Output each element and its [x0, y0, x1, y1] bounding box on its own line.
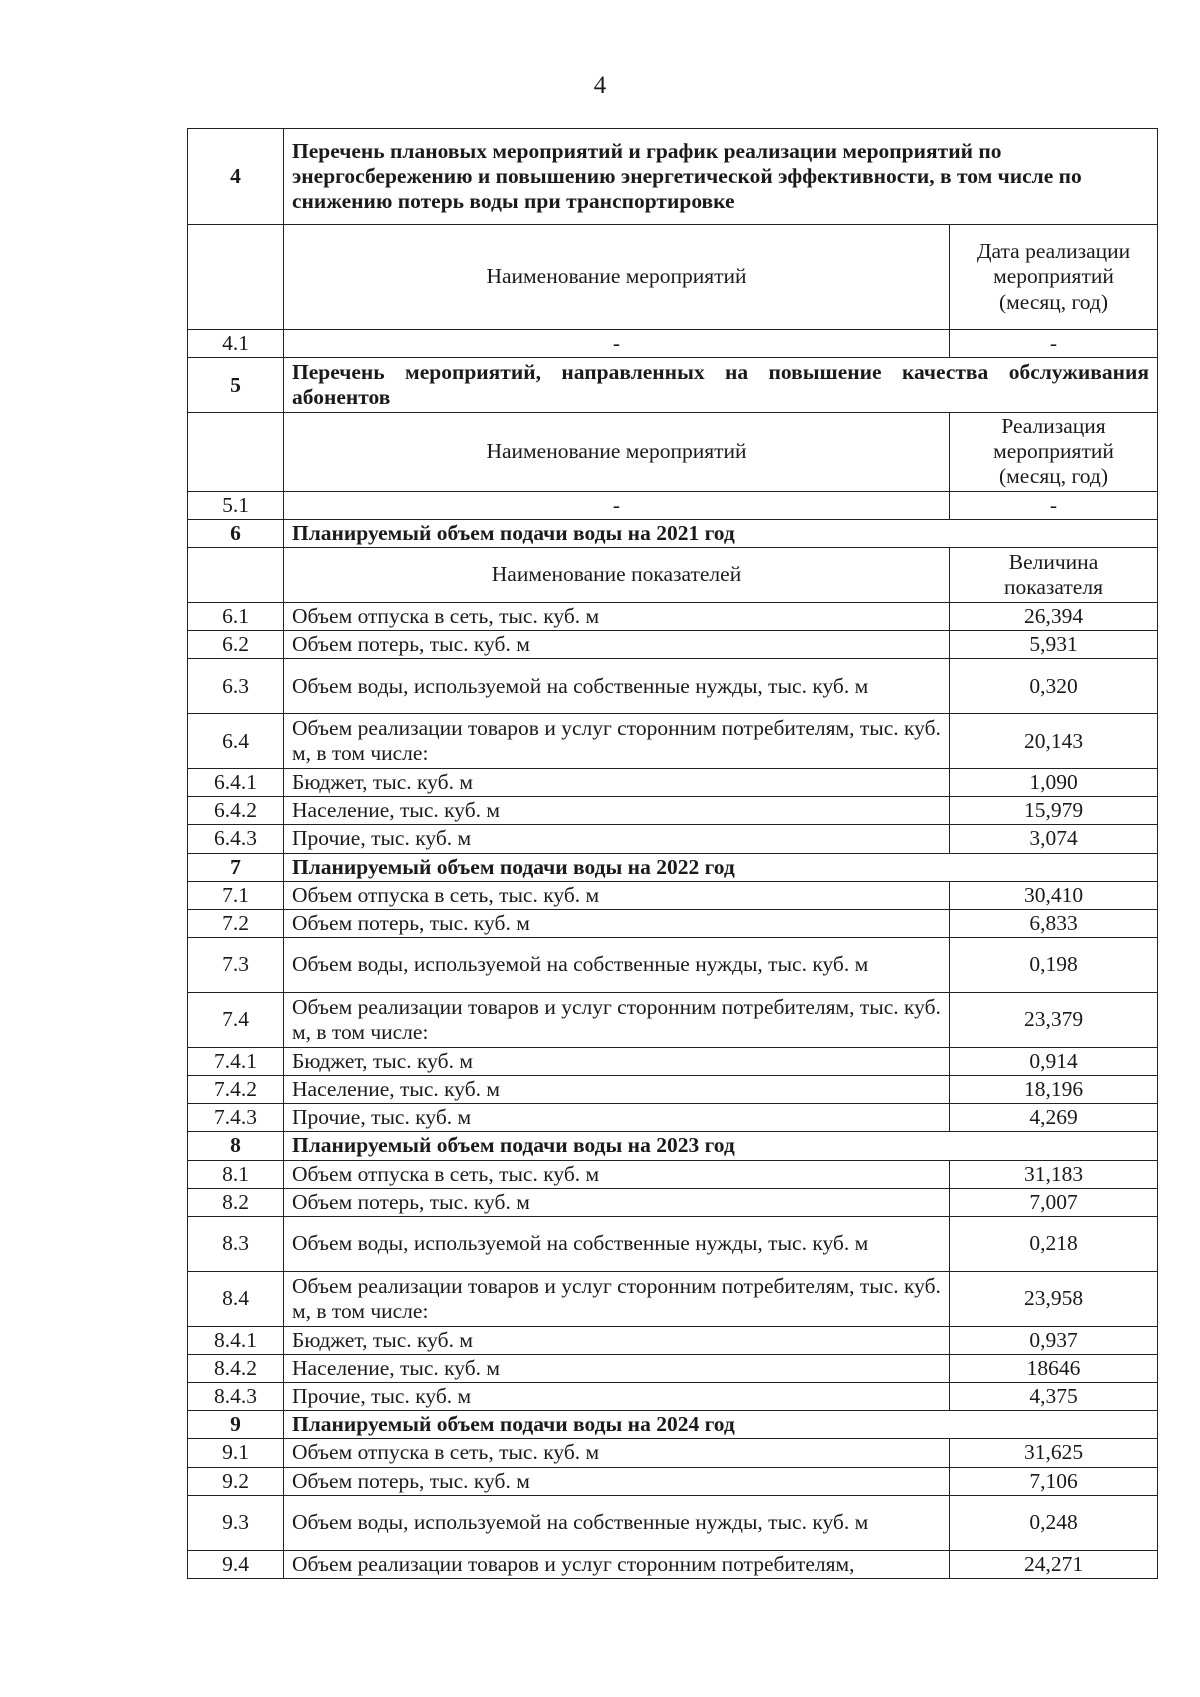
row-number: 8.3	[188, 1216, 284, 1271]
section-title: Планируемый объем подачи воды на 2021 год	[284, 519, 1158, 547]
row-name: Объем воды, используемой на собственные нужды, тыс. куб. м	[284, 659, 950, 714]
table-row	[188, 1271, 1158, 1326]
section-number: 4	[188, 129, 284, 225]
section-6-header-row	[188, 519, 1158, 547]
table-row	[188, 602, 1158, 630]
row-value: 23,379	[950, 992, 1158, 1047]
table-row	[188, 1495, 1158, 1550]
row-value: 7,106	[950, 1467, 1158, 1495]
row-name: Объем потерь, тыс. куб. м	[284, 909, 950, 937]
row-name: Объем потерь, тыс. куб. м	[284, 1188, 950, 1216]
table-row	[188, 659, 1158, 714]
row-number: 5.1	[188, 491, 284, 519]
row-number: 7.4.2	[188, 1076, 284, 1104]
table-row	[188, 330, 1158, 358]
row-name: Объем отпуска в сеть, тыс. куб. м	[284, 602, 950, 630]
section-number: 9	[188, 1411, 284, 1439]
row-number: 6.4.2	[188, 797, 284, 825]
row-number: 8.4.2	[188, 1354, 284, 1382]
row-name: Объем отпуска в сеть, тыс. куб. м	[284, 881, 950, 909]
section-5-header-row	[188, 358, 1158, 413]
row-name: Прочие, тыс. куб. м	[284, 1104, 950, 1132]
row-name: Объем воды, используемой на собственные нужды, тыс. куб. м	[284, 937, 950, 992]
row-number: 4.1	[188, 330, 284, 358]
table-row	[188, 1439, 1158, 1467]
table-row	[188, 1188, 1158, 1216]
table-row	[188, 1076, 1158, 1104]
table-row	[188, 797, 1158, 825]
row-name: Объем воды, используемой на собственные нужды, тыс. куб. м	[284, 1495, 950, 1550]
row-name: Объем потерь, тыс. куб. м	[284, 1467, 950, 1495]
row-number: 8.4	[188, 1271, 284, 1326]
row-number: 6.2	[188, 630, 284, 658]
section-title: Перечень мероприятий, направленных на повышение качества обслуживания абонентов	[284, 358, 1158, 413]
column-header-value: Величина показателя	[950, 547, 1158, 602]
row-value: 6,833	[950, 909, 1158, 937]
row-number: 6.3	[188, 659, 284, 714]
row-value: 0,937	[950, 1326, 1158, 1354]
row-value: 4,375	[950, 1383, 1158, 1411]
row-value: 0,218	[950, 1216, 1158, 1271]
row-value: 0,198	[950, 937, 1158, 992]
section-number: 7	[188, 853, 284, 881]
row-value: -	[950, 491, 1158, 519]
table-row	[188, 825, 1158, 853]
table-row	[188, 1160, 1158, 1188]
water-supply-plan-table	[187, 128, 1158, 1579]
column-header-value: Реализация мероприятий (месяц, год)	[950, 413, 1158, 491]
row-number: 9.1	[188, 1439, 284, 1467]
row-number: 6.4.3	[188, 825, 284, 853]
column-header-name: Наименование мероприятий	[284, 225, 950, 330]
row-value: 3,074	[950, 825, 1158, 853]
section-number: 6	[188, 519, 284, 547]
row-value: 30,410	[950, 881, 1158, 909]
row-name: Объем отпуска в сеть, тыс. куб. м	[284, 1160, 950, 1188]
row-number: 7.2	[188, 909, 284, 937]
row-name: -	[284, 491, 950, 519]
row-name: Прочие, тыс. куб. м	[284, 825, 950, 853]
row-name: Объем отпуска в сеть, тыс. куб. м	[284, 1439, 950, 1467]
row-number: 8.4.3	[188, 1383, 284, 1411]
row-number: 7.3	[188, 937, 284, 992]
row-name: Объем потерь, тыс. куб. м	[284, 630, 950, 658]
row-value: 26,394	[950, 602, 1158, 630]
row-value: 23,958	[950, 1271, 1158, 1326]
section-title: Перечень плановых мероприятий и график реализации мероприятий по энергосбережению и повышению энергетической эффективности, в том числе по снижению потерь воды при транспортировке	[284, 129, 1158, 225]
table-row	[188, 1047, 1158, 1075]
row-value: 0,320	[950, 659, 1158, 714]
row-number: 9.4	[188, 1550, 284, 1578]
empty-cell	[188, 225, 284, 330]
section-title: Планируемый объем подачи воды на 2024 год	[284, 1411, 1158, 1439]
table-row	[188, 1354, 1158, 1382]
column-header-value: Дата реализации мероприятий (месяц, год)	[950, 225, 1158, 330]
row-name: Объем реализации товаров и услуг сторонним потребителям, тыс. куб. м, в том числе:	[284, 992, 950, 1047]
row-number: 8.4.1	[188, 1326, 284, 1354]
row-number: 9.2	[188, 1467, 284, 1495]
row-name: Бюджет, тыс. куб. м	[284, 769, 950, 797]
row-value: -	[950, 330, 1158, 358]
section-4-header-row	[188, 129, 1158, 225]
row-value: 15,979	[950, 797, 1158, 825]
section-title: Планируемый объем подачи воды на 2022 год	[284, 853, 1158, 881]
row-value: 18,196	[950, 1076, 1158, 1104]
row-name: Население, тыс. куб. м	[284, 1354, 950, 1382]
table-row	[188, 1550, 1158, 1578]
row-name: Прочие, тыс. куб. м	[284, 1383, 950, 1411]
column-header-row	[188, 413, 1158, 491]
empty-cell	[188, 413, 284, 491]
row-value: 5,931	[950, 630, 1158, 658]
section-number: 8	[188, 1132, 284, 1160]
row-number: 8.2	[188, 1188, 284, 1216]
column-header-name: Наименование показателей	[284, 547, 950, 602]
row-value: 31,625	[950, 1439, 1158, 1467]
row-value: 7,007	[950, 1188, 1158, 1216]
table-row	[188, 909, 1158, 937]
row-number: 6.1	[188, 602, 284, 630]
table-row	[188, 1383, 1158, 1411]
section-number: 5	[188, 358, 284, 413]
row-name: Бюджет, тыс. куб. м	[284, 1047, 950, 1075]
row-number: 8.1	[188, 1160, 284, 1188]
row-number: 7.4.1	[188, 1047, 284, 1075]
table-row	[188, 1467, 1158, 1495]
row-number: 6.4.1	[188, 769, 284, 797]
row-number: 7.4.3	[188, 1104, 284, 1132]
column-header-name: Наименование мероприятий	[284, 413, 950, 491]
section-9-header-row	[188, 1411, 1158, 1439]
row-name: Население, тыс. куб. м	[284, 1076, 950, 1104]
row-value: 24,271	[950, 1550, 1158, 1578]
row-name: Население, тыс. куб. м	[284, 797, 950, 825]
table-row	[188, 937, 1158, 992]
section-title: Планируемый объем подачи воды на 2023 год	[284, 1132, 1158, 1160]
table-row	[188, 714, 1158, 769]
row-name: Объем реализации товаров и услуг сторонним потребителям, тыс. куб. м, в том числе:	[284, 714, 950, 769]
table-row	[188, 491, 1158, 519]
row-number: 7.1	[188, 881, 284, 909]
table-row	[188, 992, 1158, 1047]
page-number: 4	[593, 72, 607, 99]
row-number: 9.3	[188, 1495, 284, 1550]
row-number: 6.4	[188, 714, 284, 769]
table-row	[188, 1104, 1158, 1132]
table-row	[188, 630, 1158, 658]
row-name: Бюджет, тыс. куб. м	[284, 1326, 950, 1354]
row-value: 20,143	[950, 714, 1158, 769]
row-value: 18646	[950, 1354, 1158, 1382]
row-value: 0,914	[950, 1047, 1158, 1075]
row-value: 1,090	[950, 769, 1158, 797]
section-7-header-row	[188, 853, 1158, 881]
table-row	[188, 1326, 1158, 1354]
empty-cell	[188, 547, 284, 602]
row-name: -	[284, 330, 950, 358]
table-body	[188, 129, 1158, 1579]
row-value: 31,183	[950, 1160, 1158, 1188]
table-row	[188, 881, 1158, 909]
section-8-header-row	[188, 1132, 1158, 1160]
row-name: Объем реализации товаров и услуг сторонним потребителям, тыс. куб. м, в том числе:	[284, 1271, 950, 1326]
column-header-row	[188, 547, 1158, 602]
table-row	[188, 1216, 1158, 1271]
row-value: 4,269	[950, 1104, 1158, 1132]
row-name: Объем воды, используемой на собственные нужды, тыс. куб. м	[284, 1216, 950, 1271]
table-row	[188, 769, 1158, 797]
row-number: 7.4	[188, 992, 284, 1047]
row-name: Объем реализации товаров и услуг сторонним потребителям,	[284, 1550, 950, 1578]
column-header-row	[188, 225, 1158, 330]
row-value: 0,248	[950, 1495, 1158, 1550]
